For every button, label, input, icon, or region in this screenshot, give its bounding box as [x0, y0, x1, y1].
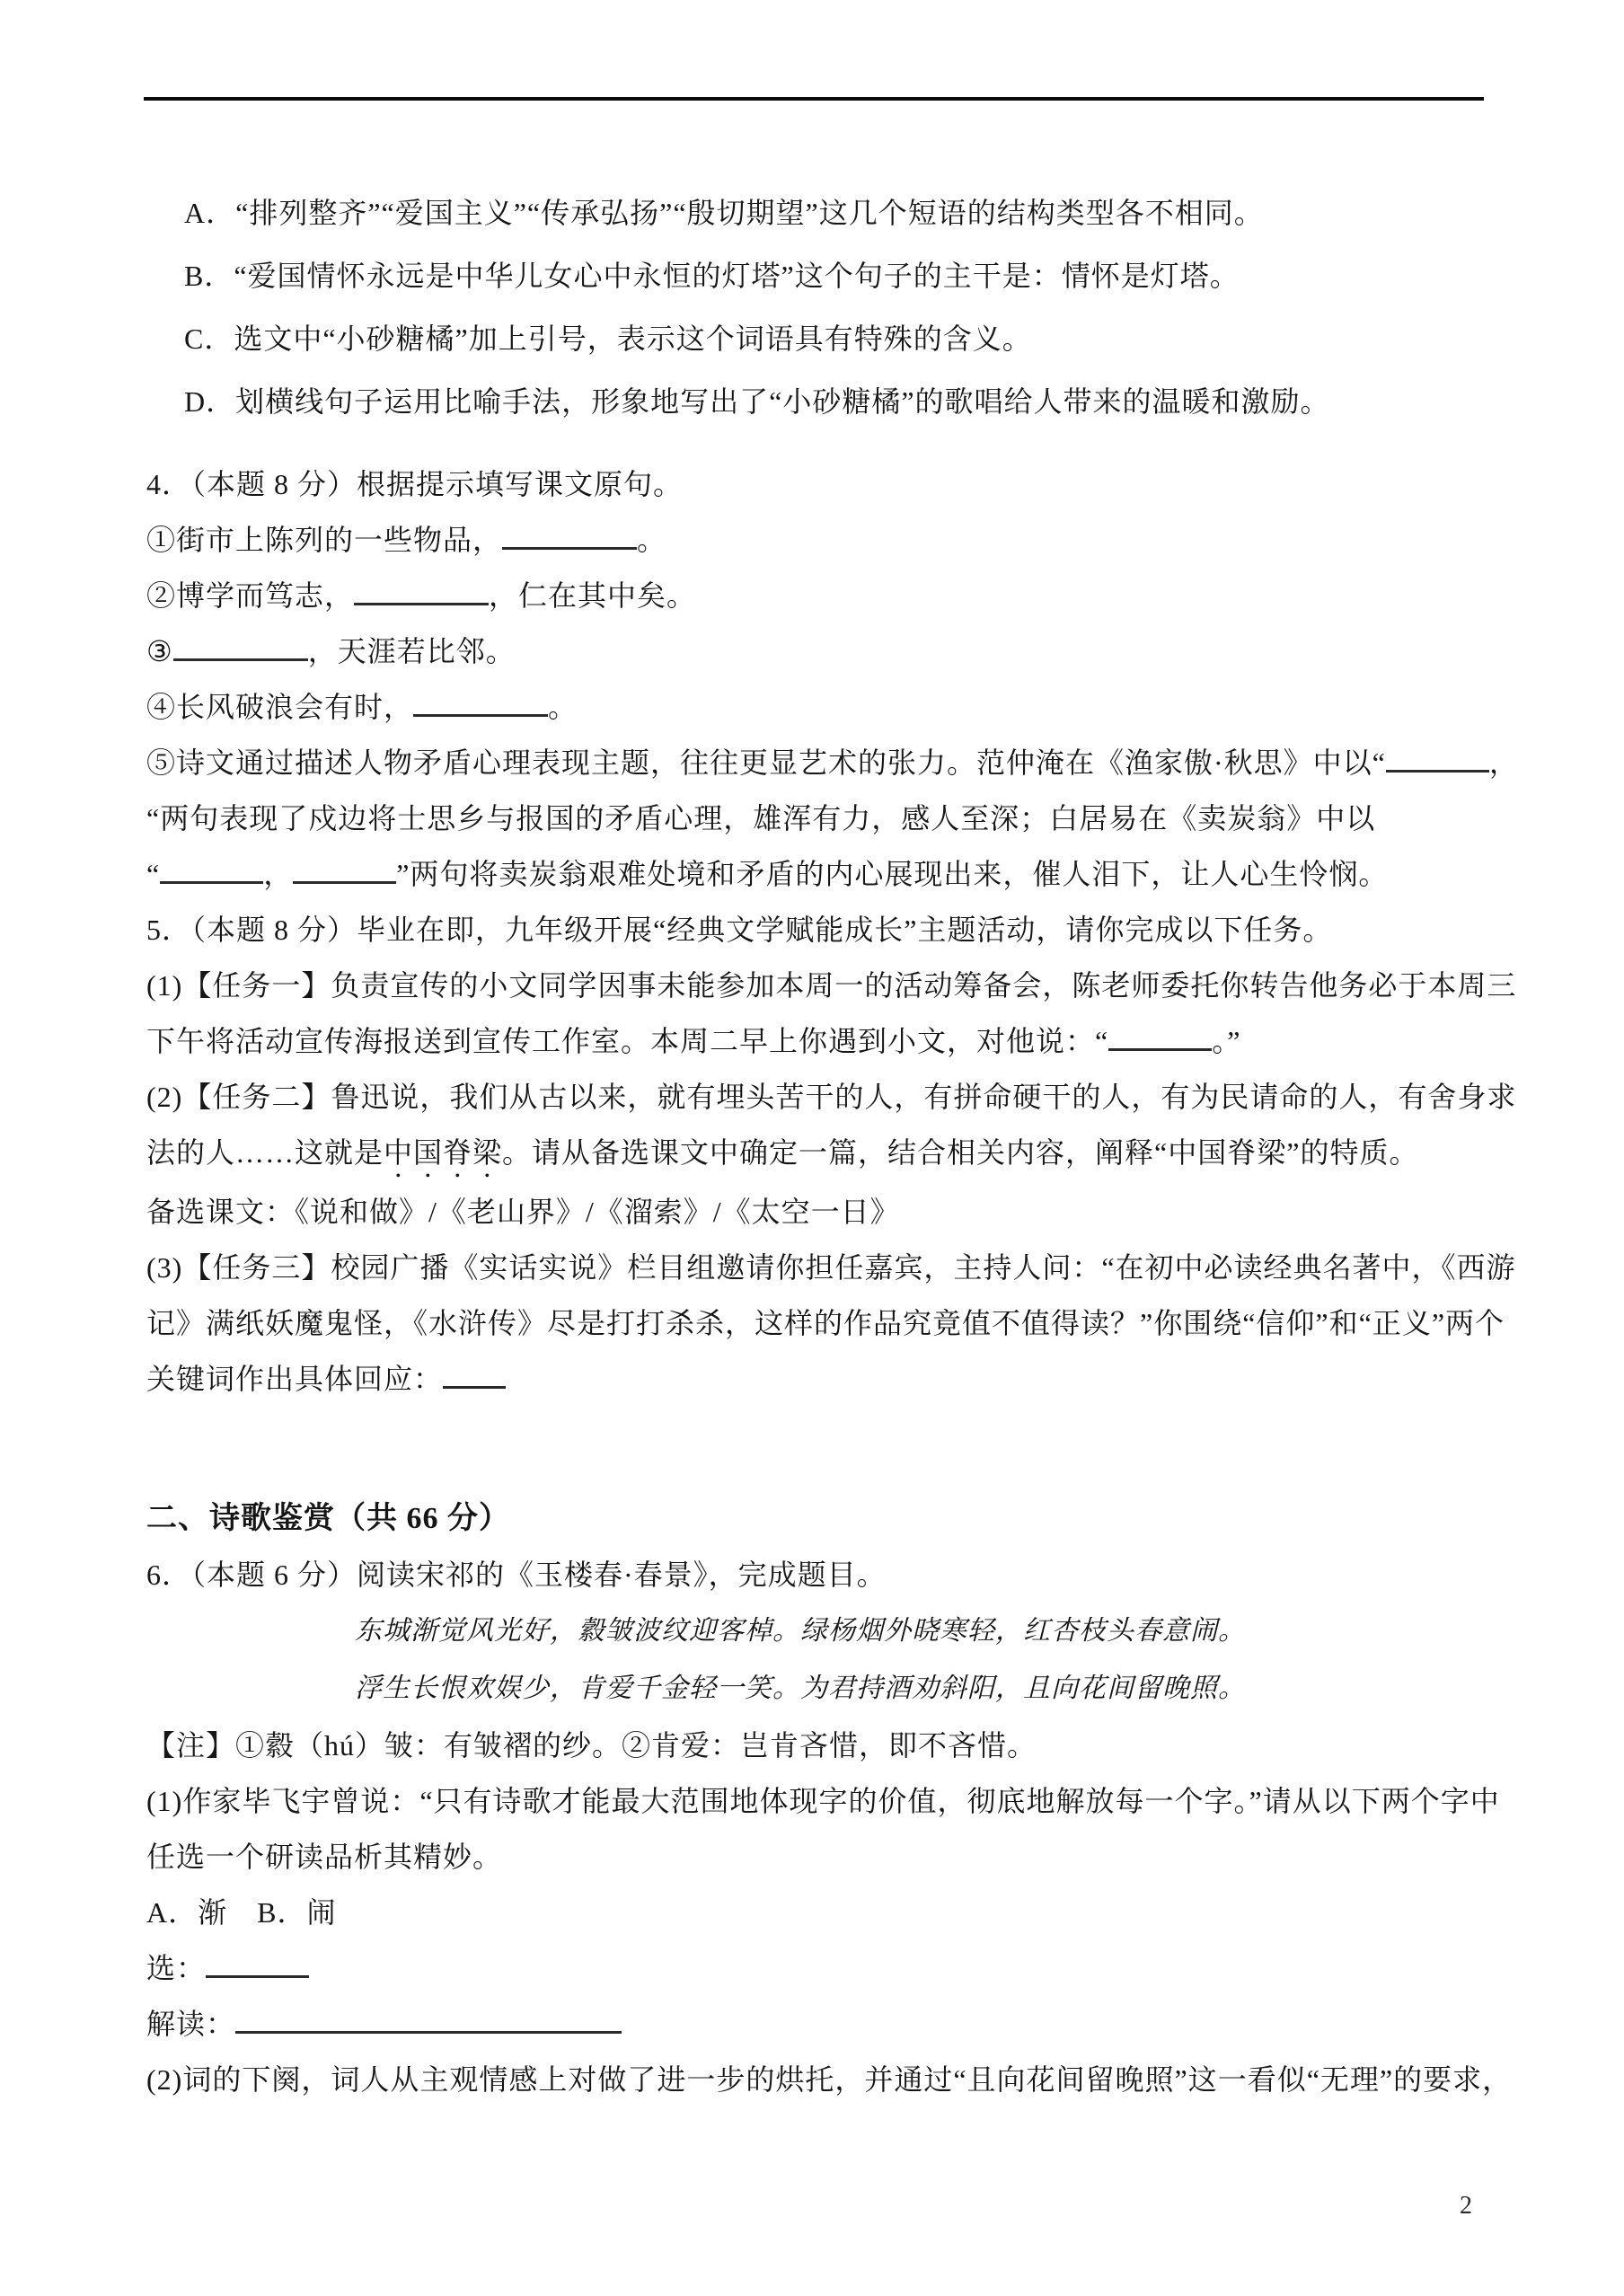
text-line: [146, 1184, 1494, 1240]
text-line: [146, 1660, 1494, 1718]
text-run: (2)词的下阕，词人从主观情感上对做了进一步的烘托，并通过“且向花间留晚照”这一看似“无理”的要求，: [146, 2063, 1513, 2096]
text-run: A．渐 B．闹: [146, 1896, 337, 1929]
text-line: [146, 790, 1494, 846]
text-run: (3)【任务三】校园广播《实话实说》栏目组邀请你担任嘉宾，主持人问：“在初中必读经典名著中，《西游: [146, 1251, 1516, 1284]
text-line: [146, 1829, 1494, 1885]
text-run: ，: [1488, 746, 1519, 779]
text-run: 5．（本题 8 分）毕业在即，九年级开展“经典文学赋能成长”主题活动，请你完成以下任务。: [146, 914, 1333, 946]
text-run: 。: [548, 691, 578, 723]
text-line: [146, 1351, 1494, 1407]
text-run: ，仁在其中矣。: [489, 579, 697, 612]
text-run: ④长风破浪会有时，: [146, 691, 414, 723]
text-line: [146, 181, 1494, 244]
text-run: ②博学而笃志，: [146, 579, 355, 612]
text-line: [146, 1069, 1517, 1125]
text-run: (1)作家毕飞宇曾说：“只有诗歌才能最大范围地体现字的价值，彻底地解放每一个字。”请从以下两个字中: [146, 1785, 1500, 1817]
text-line: [146, 568, 1494, 623]
text-line: [146, 456, 1494, 512]
text-run: 6．（本题 6 分）阅读宋祁的《玉楼春·春景》，完成题目。: [146, 1559, 887, 1591]
answer-blank: [293, 851, 396, 884]
emphasized-text: 中国脊梁: [384, 1136, 503, 1169]
text-line: [146, 1547, 1494, 1603]
answer-blank: [443, 1356, 506, 1389]
text-line: [146, 623, 1494, 679]
text-run: 任选一个研读品析其精妙。: [146, 1841, 503, 1873]
text-line: [146, 1773, 1500, 1829]
text-run: 记》满纸妖魔鬼怪，《水浒传》尽是打打杀杀，这样的作品究竟值不值得读？”你围绕“信仰”和“正义”两个: [146, 1307, 1505, 1339]
text-line: [146, 958, 1517, 1013]
text-run: 法的人……这就是: [146, 1136, 384, 1169]
document-body: [146, 181, 1519, 2107]
text-run: 4．（本题 8 分）根据提示填写课文原句。: [146, 468, 684, 500]
text-line: [146, 1603, 1494, 1660]
text-run: B．“爱国情怀永远是中华儿女心中永恒的灯塔”这个句子的主干是：情怀是灯塔。: [184, 260, 1240, 292]
page-number: 2: [1460, 2192, 1472, 2220]
paragraph-spacer: [146, 1407, 1494, 1491]
text-run: 【注】①縠（hú）皱：有皱褶的纱。②肯爱：岂肯吝惜，即不吝惜。: [146, 1729, 1037, 1762]
text-run: 。: [637, 524, 667, 556]
text-line: [146, 1013, 1494, 1069]
text-run: 解读：: [146, 2008, 236, 2040]
text-line: [146, 1996, 1494, 2052]
text-run: 备选课文：《说和做》/《老山界》/《溜索》/《太空一日》: [146, 1196, 900, 1228]
text-line: [146, 1125, 1494, 1184]
text-line: [146, 1240, 1516, 1295]
text-run: ①街市上陈列的一些物品，: [146, 524, 503, 556]
text-run: ，天涯若比邻。: [307, 635, 516, 667]
text-line: [146, 679, 1494, 735]
text-run: A．“排列整齐”“爱国主义”“传承弘扬”“殷切期望”这几个短语的结构类型各不相同。: [184, 197, 1264, 229]
text-line: [146, 512, 1494, 568]
text-run: 选：: [146, 1952, 207, 1984]
text-run: 关键词作出具体回应：: [146, 1363, 444, 1395]
text-line: [146, 2052, 1513, 2107]
text-run: “: [146, 858, 161, 890]
text-run: (2)【任务二】鲁迅说，我们从古以来，就有埋头苦干的人，有拼命硬干的人，有为民请命的人，有舍身求: [146, 1081, 1517, 1113]
answer-blank: [160, 851, 263, 884]
answer-blank: [413, 684, 548, 717]
answer-blank: [1108, 1018, 1212, 1051]
paragraph-spacer: [146, 433, 1494, 456]
text-run: (1)【任务一】负责宣传的小文同学因事未能参加本周一的活动筹备会，陈老师委托你转告他务必于本周三: [146, 969, 1517, 1002]
text-line: [146, 244, 1494, 307]
answer-blank: [173, 628, 308, 661]
text-run: 下午将活动宣传海报送到宣传工作室。本周二早上你遇到小文，对他说：“: [146, 1025, 1109, 1057]
text-run: 。”: [1212, 1025, 1241, 1057]
answer-blank: [354, 572, 489, 605]
text-line: [146, 846, 1494, 902]
text-line: [146, 735, 1519, 790]
text-line: [146, 1940, 1494, 1996]
text-run: ⑤诗文通过描述人物矛盾心理表现主题，往往更显艺术的张力。范仲淹在《渔家傲·秋思》中以“: [146, 746, 1386, 779]
answer-blank: [235, 2000, 622, 2034]
answer-blank: [502, 517, 637, 550]
text-run: C．选文中“小砂糖橘”加上引号，表示这个词语具有特殊的含义。: [184, 322, 1032, 355]
text-run: 浮生长恨欢娱少，肯爱千金轻一笑。为君持酒劝斜阳，且向花间留晚照。: [355, 1673, 1246, 1703]
text-line: [146, 1718, 1494, 1773]
text-run: ”两句将卖炭翁艰难处境和矛盾的内心展现出来，催人泪下，让人心生怜悯。: [396, 858, 1389, 890]
text-line: [146, 370, 1494, 433]
text-run: 。请从备选课文中确定一篇，结合相关内容，阐释“中国脊梁”的特质。: [502, 1136, 1419, 1169]
text-run: D．划横线句子运用比喻手法，形象地写出了“小砂糖橘”的歌唱给人带来的温暖和激励。: [184, 385, 1330, 418]
text-line: [146, 1295, 1505, 1351]
header-divider-rule: [144, 97, 1484, 101]
answer-blank: [206, 1945, 309, 1978]
text-line: [146, 902, 1494, 958]
text-run: ，: [263, 858, 294, 890]
text-line: [146, 307, 1494, 370]
text-line: [146, 1491, 1494, 1547]
text-run: 二、诗歌鉴赏（共 66 分）: [146, 1502, 510, 1535]
text-line: [146, 1885, 1494, 1940]
text-run: 东城渐觉风光好，縠皱波纹迎客棹。绿杨烟外晓寒轻，红杏枝头春意闹。: [355, 1616, 1246, 1646]
text-run: ③: [146, 635, 173, 667]
answer-blank: [1386, 739, 1489, 773]
text-run: “两句表现了戍边将士思乡与报国的矛盾心理，雄浑有力，感人至深；白居易在《卖炭翁》中以: [146, 802, 1376, 835]
